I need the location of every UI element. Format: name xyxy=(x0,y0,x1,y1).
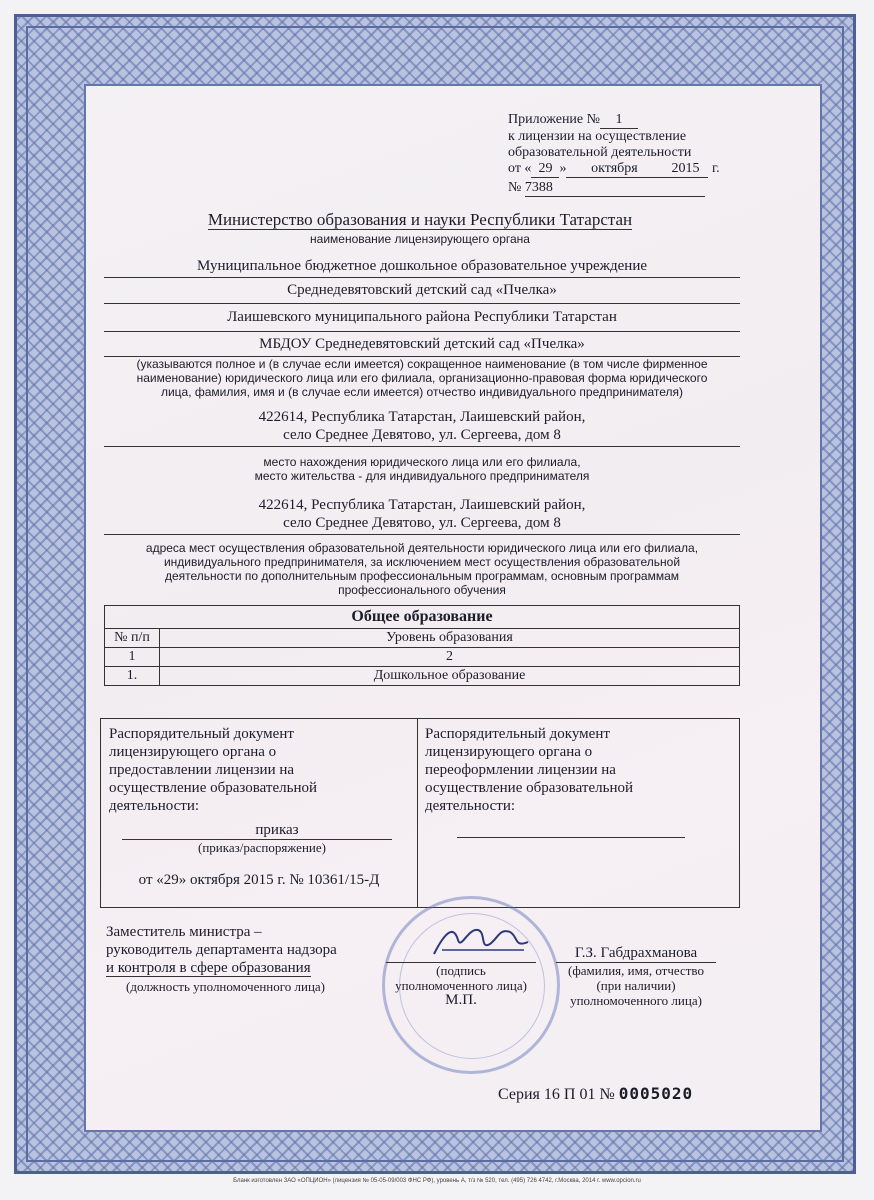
col-level-index: 2 xyxy=(160,648,740,667)
org-caption-1: (указываются полное и (в случае если имеется) сокращенное наименование (в том числе фирменное xyxy=(136,357,708,371)
table-row xyxy=(105,667,740,686)
activity-address-block xyxy=(104,496,740,535)
activity-caption-1: адреса мест осуществления образовательной деятельности юридического лица или его филиала, xyxy=(145,541,699,555)
grant-line-4: осуществление образовательной xyxy=(109,780,317,796)
legal-address-line2: село Среднее Девятово, ул. Сергеева, дом 8 xyxy=(104,426,740,447)
year-suffix: г. xyxy=(711,161,720,176)
legal-address-caption xyxy=(104,455,740,483)
seal-label: М.П. xyxy=(445,992,477,1008)
activity-address-line1: 422614, Республика Татарстан, Лаишевский район, xyxy=(258,497,586,513)
position-caption: (должность уполномоченного лица) xyxy=(126,979,326,994)
series-value: 16 П 01 xyxy=(543,1086,596,1103)
organization-caption xyxy=(104,357,740,399)
grant-line-5: деятельности: xyxy=(109,798,200,814)
reissue-line-1: Распорядительный документ xyxy=(425,726,610,742)
activity-caption-3: деятельности по дополнительным профессиональным программам, основным программам xyxy=(164,569,680,583)
activity-address-line2: село Среднее Девятово, ул. Сергеева, дом 8 xyxy=(104,514,740,535)
grant-date-line: от «29» октября 2015 г. № 10361/15-Д xyxy=(138,872,380,888)
order-boxes xyxy=(100,718,740,908)
legal-address-block xyxy=(104,408,740,447)
appendix-label: Приложение № xyxy=(508,112,600,127)
org-line-1: Муниципальное бюджетное дошкольное образовательное учреждение xyxy=(104,256,740,278)
authority-name: Министерство образования и науки Республики Татарстан xyxy=(207,210,633,229)
date-prefix: от « xyxy=(508,161,532,176)
reissue-line-2: лицензирующего органа о xyxy=(425,744,593,760)
authority-block xyxy=(100,210,740,247)
grant-doc-type: приказ xyxy=(122,821,392,840)
name-caption-1: (фамилия, имя, отчество xyxy=(568,963,704,978)
reissue-line-4: осуществление образовательной xyxy=(425,780,633,796)
signatory-name: Г.З. Габдрахманова xyxy=(556,944,716,963)
reissue-box xyxy=(425,725,725,815)
col-num-header: № п/п xyxy=(105,629,160,648)
row-level: Дошкольное образование xyxy=(160,667,740,686)
name-caption-3: уполномоченного лица) xyxy=(570,993,702,1008)
grant-doc-caption: (приказ/распоряжение) xyxy=(198,840,326,855)
grant-line-1: Распорядительный документ xyxy=(109,726,294,742)
grant-line-2: лицензирующего органа о xyxy=(109,744,277,760)
activity-address-caption xyxy=(104,541,740,597)
legal-caption-2: место жительства - для индивидуального предпринимателя xyxy=(254,469,590,483)
series-block xyxy=(498,1084,693,1104)
col-num-index: 1 xyxy=(105,648,160,667)
authority-caption: наименование лицензирующего органа xyxy=(310,232,530,246)
box-divider xyxy=(417,719,418,907)
reissue-blank-line xyxy=(457,837,685,838)
grant-doc-type-line xyxy=(117,821,397,840)
grant-line-3: предоставлении лицензии на xyxy=(109,762,295,778)
grant-box xyxy=(109,725,409,815)
signature-caption-1: (подпись xyxy=(436,963,486,978)
series-number-label: № xyxy=(599,1086,615,1103)
org-caption-2: наименование) юридического лица или его филиала, организационно-правовая форма юридического xyxy=(136,371,708,385)
signature-mark xyxy=(428,920,538,964)
signatory-name-block xyxy=(556,944,716,1008)
appendix-day: 29 xyxy=(531,161,559,178)
name-caption-2: (при наличии) xyxy=(596,978,676,993)
activity-caption-4: профессионального обучения xyxy=(338,583,506,597)
education-table-title: Общее образование xyxy=(105,606,740,629)
activity-caption-2: индивидуального предпринимателя, за исключением мест осуществления образовательной xyxy=(163,555,681,569)
appendix-header xyxy=(508,112,748,197)
organization-block xyxy=(104,256,740,357)
row-num: 1. xyxy=(105,667,160,686)
education-table xyxy=(104,605,740,686)
org-line-3: Лаишевского муниципального района Республики Татарстан xyxy=(104,304,740,332)
legal-caption-1: место нахождения юридического лица или его филиала, xyxy=(263,455,581,469)
reissue-line-3: переоформлении лицензии на xyxy=(425,762,616,778)
appendix-line3: образовательной деятельности xyxy=(508,145,692,160)
position-line-3: и контроля в сфере образования xyxy=(106,960,311,976)
license-number-label: № xyxy=(508,180,522,195)
appendix-number: 1 xyxy=(600,112,638,129)
org-line-2: Среднедевятовский детский сад «Пчелка» xyxy=(104,278,740,304)
position-line-1: Заместитель министра – xyxy=(106,924,262,940)
appendix-month: октября xyxy=(566,161,662,178)
signature-caption-2: уполномоченного лица) xyxy=(395,978,527,993)
signature-caption xyxy=(376,962,546,1008)
position-line-2: руководитель департамента надзора xyxy=(106,942,337,958)
org-caption-3: лица, фамилия, имя и (в случае если имеется) отчество индивидуального предпринимателя) xyxy=(160,385,684,399)
license-number: 7388 xyxy=(525,180,705,197)
date-mid: » xyxy=(559,161,567,176)
reissue-line-5: деятельности: xyxy=(425,798,516,814)
signatory-position xyxy=(106,923,386,977)
appendix-line2: к лицензии на осуществление xyxy=(508,129,687,144)
series-label: Серия xyxy=(498,1086,540,1103)
org-line-4: МБДОУ Среднедевятовский детский сад «Пчелка» xyxy=(104,332,740,357)
series-number: 0005020 xyxy=(618,1084,694,1103)
printer-footer: Бланк изготовлен ЗАО «ОПЦИОН» (лицензия № 05-05-09/003 ФНС РФ), уровень А, т/з № 520, тел. (495) 726 4742, г.Москва, 2014 г. www.opcion.ru xyxy=(233,1178,641,1184)
legal-address-line1: 422614, Республика Татарстан, Лаишевский район, xyxy=(258,409,586,425)
appendix-year: 2015 xyxy=(662,161,708,178)
col-level-header: Уровень образования xyxy=(160,629,740,648)
